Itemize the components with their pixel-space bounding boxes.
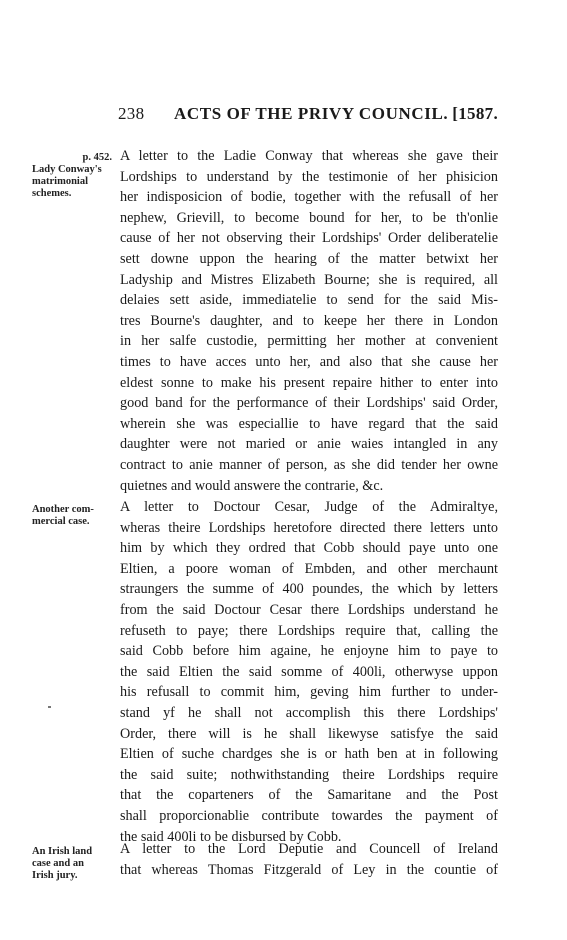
margin-pageref: p. 452. (82, 152, 112, 163)
margin-note-commercial-case (32, 504, 112, 528)
text-line: A letter to Doctour Cesar, Judge of the Admiraltye, (120, 499, 498, 515)
text-line: that the coparteners of the Samaritane and the Post (120, 787, 498, 804)
page-header (118, 104, 498, 126)
text-line: Lordships to understand by the testimonie of her phisicion (120, 168, 498, 185)
text-line: wheras theire Lordships heretofore directed there letters unto (120, 519, 498, 536)
text-line: Eltien, a poore woman of Embden, and other merchaunt (120, 560, 498, 577)
text-line: in her salfe custodie, permitting her mother at convenient (120, 333, 498, 350)
margin-note-line: schemes. (32, 188, 72, 199)
text-line: Ladyship and Mistres Elizabeth Bourne; she is required, all (120, 271, 498, 288)
text-line: nephew, Grievill, to become bound for her, to be th'onlie (120, 209, 498, 226)
text-line: tres Bourne's daughter, and to keepe her there in London (120, 312, 498, 329)
text-line: the said suite; nothwithstanding theire Lordships require (120, 766, 498, 783)
text-line: eldest sonne to make his present repaire hither to enter into (120, 374, 498, 391)
text-line: daughter were not maried or anie waies intangled in any (120, 436, 498, 453)
text-line: cause of her not observing their Lordships' Order deliberatelie (120, 230, 498, 247)
margin-note-line: An Irish land (32, 846, 93, 857)
text-line: said Cobb before him againe, he enjoyne him to paye to (120, 643, 498, 660)
paragraph-lady-conway (120, 146, 498, 496)
text-line: his refusall to commit him, geving him further to under- (120, 684, 498, 701)
year-marker: [1587. (452, 104, 498, 123)
paragraph-doctour-cesar (120, 497, 498, 847)
text-line: straungers the summe of 400 poundes, the which by letters (120, 581, 498, 598)
text-line: good band for the performance of their Lordships' said Order, (120, 395, 498, 412)
text-line: contract to anie manner of person, as she did tender her owne (120, 456, 498, 473)
margin-note-line: Another com- (32, 504, 94, 515)
text-line: stand yf he shall not accomplish this there Lordships' (120, 704, 498, 721)
text-line: Eltien of suche chardges she is or hath ben at in following (120, 746, 498, 763)
text-line: refuseth to paye; there Lordships require that, calling the (120, 622, 498, 639)
margin-note-line: case and an (32, 858, 84, 869)
text-line: him by which they ordred that Cobb should paye unto one (120, 540, 498, 557)
margin-note-irish-land-case (32, 846, 112, 882)
margin-note-line: mercial case. (32, 516, 90, 527)
text-line: quietnes and would answere the contrarie, &c. (120, 477, 384, 494)
margin-note-line: Irish jury. (32, 870, 78, 881)
text-line: delaies sett aside, immediatelie to send for the said Mis- (120, 292, 498, 309)
text-line: sett downe uppon the hearing of the matter betwixt her (120, 250, 498, 267)
text-line: Order, there will is he shall likewyse satisfye the said (120, 725, 498, 742)
text-line: that whereas Thomas Fitzgerald of Ley in the countie of (120, 861, 498, 878)
running-title: ACTS OF THE PRIVY COUNCIL. (174, 104, 449, 123)
margin-note-lady-conway (32, 152, 112, 200)
paragraph-lord-deputie (120, 839, 498, 880)
text-line: the said Eltien the said somme of 400li, otherwyse uppon (120, 663, 498, 680)
text-line: A letter to the Lord Deputie and Councell of Ireland (120, 841, 498, 857)
text-line: A letter to the Ladie Conway that whereas she gave their (120, 148, 498, 164)
text-line: the said 400li to be disbursed by Cobb. (120, 828, 342, 845)
margin-note-line: matrimonial (32, 176, 88, 187)
text-line: wherein she was especiallie to have regard that the said (120, 415, 498, 432)
text-line: her indisposicion of bodie, together with the refusall of her (120, 189, 498, 206)
stray-mark (48, 706, 51, 708)
text-line: times to have acces unto her, and also that she cause her (120, 353, 498, 370)
page-number: 238 (118, 104, 145, 123)
text-line: shall proporcionablie contribute towardes the payment of (120, 807, 498, 824)
margin-note-line: Lady Conway's (32, 164, 102, 175)
text-line: from the said Doctour Cesar there Lordships understand he (120, 601, 498, 618)
